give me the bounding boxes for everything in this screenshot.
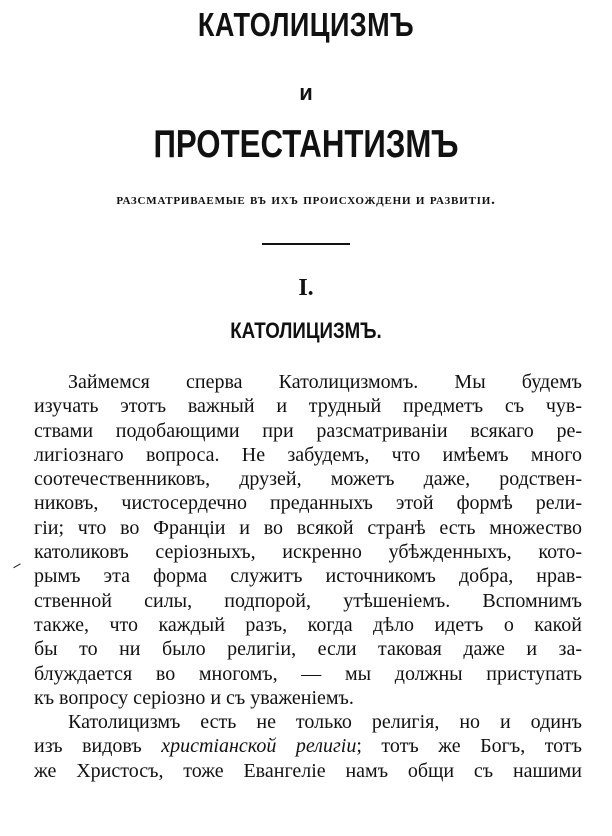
text-line: никовъ, чистосердечно преданныхъ этой формѣ рели- [34, 492, 582, 515]
text-line-with-italic [34, 734, 582, 758]
text-line: къ вопросу серiозно и съ уваженiемъ. [34, 686, 354, 709]
body-text [34, 370, 582, 783]
text-line: католиковъ серiозныхъ, искренно убѣжденныхъ, кото- [34, 541, 582, 564]
title-divider [262, 243, 350, 245]
subtitle: разсматриваемые въ ихъ происхождени и развитіи. [116, 192, 496, 208]
title-conjunction: и [299, 80, 313, 105]
main-title: КАТОЛИЦИЗМЪ [197, 6, 415, 43]
text-line: Католицизмъ есть не только религiя, но и одинъ [68, 711, 582, 734]
text-line: лигiознаго вопроса. Не забудемъ, что имѣемъ много [34, 443, 582, 466]
text-fragment: изъ видовъ [34, 735, 162, 758]
text-fragment: ; тотъ же Богъ, тотъ [356, 735, 582, 758]
text-line: блуждается во многомъ, — мы должны приступать [34, 662, 582, 685]
text-line: рымъ эта форма служитъ источникомъ добра, нрав- [34, 565, 582, 588]
text-line: изучать этотъ важный и трудный предметъ съ чув- [34, 395, 582, 418]
margin-mark [13, 563, 22, 571]
second-title: ПРОТЕСТАНТИЗМЪ [153, 123, 459, 166]
text-line: же Христосъ, тоже Евангелiе намъ общи съ нашими [34, 759, 582, 782]
text-line: также, что каждый разъ, когда дѣло идетъ о какой [34, 613, 582, 636]
text-line: Займемся сперва Католицизмомъ. Мы будемъ [68, 371, 582, 393]
text-line: бы то ни было религiи, если таковая даже и за- [34, 638, 582, 661]
text-line: ственной силы, подпорой, утѣшенiемъ. Вспомнимъ [34, 589, 582, 612]
text-line: гiи; что во Францiи и во всякой странѣ есть множество [34, 516, 582, 539]
text-line: ствами подобающими при разсматриванiи всякаго ре- [34, 419, 582, 442]
text-line: соотечественниковъ, друзей, можетъ даже, родствен- [34, 468, 582, 491]
section-number: I. [298, 275, 314, 301]
italic-phrase: христiанской религiи [161, 735, 357, 758]
section-title: КАТОЛИЦИЗМЪ. [230, 318, 382, 343]
